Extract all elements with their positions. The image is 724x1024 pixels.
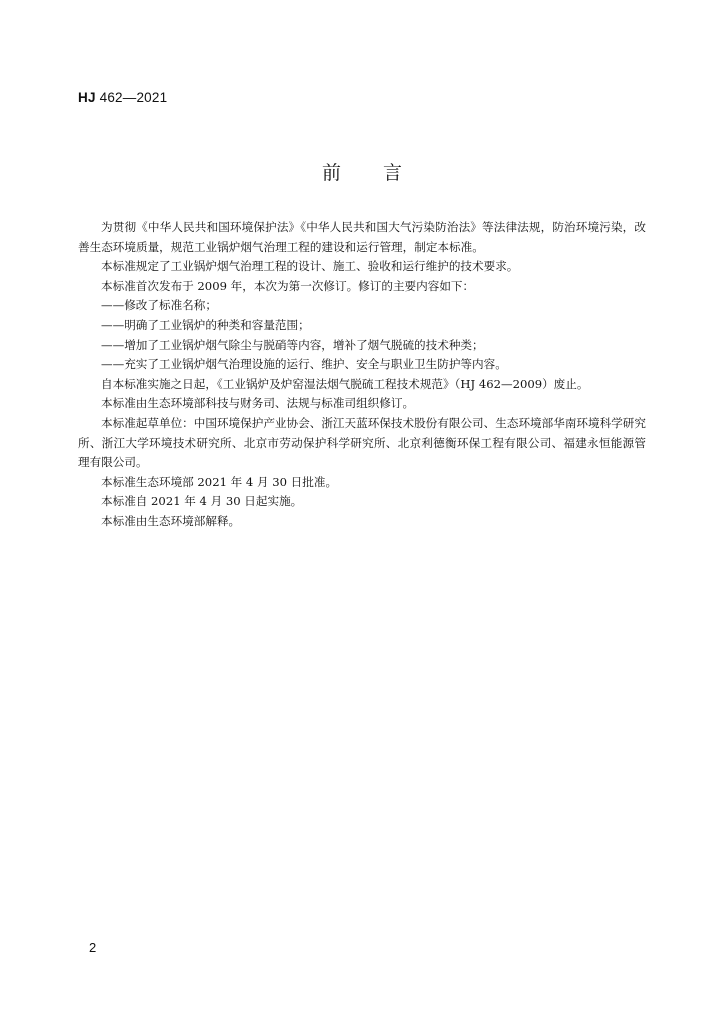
page-number: 2 (89, 940, 97, 955)
document-code-number: 462—2021 (95, 90, 168, 105)
revision-item: ——增加了工业锅炉烟气除尘与脱硝等内容，增补了烟气脱硫的技术种类； (101, 337, 484, 352)
paragraph-organizer: 本标准由生态环境部科技与财务司、法规与标准司组织修订。 (101, 396, 415, 411)
document-code (78, 90, 167, 105)
paragraph-purpose: 为贯彻《中华人民共和国环境保护法》《中华人民共和国大气污染防治法》等法律法规，防治环境污染，改善生态环境质量，规范工业锅炉烟气治理工程的建设和运行管理，制定本标准。 (78, 220, 646, 254)
foreword-body (78, 218, 646, 532)
revision-item: ——明确了工业锅炉的种类和容量范围； (101, 317, 310, 332)
paragraph-revision-history: 本标准首次发布于 2009 年，本次为第一次修订。修订的主要内容如下： (101, 278, 475, 293)
section-title: 前言 (321, 162, 444, 184)
paragraph-scope: 本标准规定了工业锅炉烟气治理工程的设计、施工、验收和运行维护的技术要求。 (101, 259, 519, 274)
paragraph-drafting-units: 本标准起草单位：中国环境保护产业协会、浙江天蓝环保技术股份有限公司、生态环境部华南环境科学研究所、浙江大学环境技术研究所、北京市劳动保护科学研究所、北京利德衡环保工程有限公司、福建永恒能源管理有限公司。 (78, 415, 646, 470)
paragraph-interpretation: 本标准由生态环境部解释。 (101, 513, 241, 528)
revision-item: ——充实了工业锅炉烟气治理设施的运行、维护、安全与职业卫生防护等内容。 (101, 357, 507, 372)
revision-item: ——修改了标准名称； (101, 298, 217, 313)
document-code-prefix: HJ (78, 90, 96, 105)
paragraph-supersedes: 自本标准实施之日起，《工业锅炉及炉窑湿法烟气脱硫工程技术规范》（HJ 462—2009）废止。 (101, 376, 589, 391)
paragraph-approval: 本标准生态环境部 2021 年 4 月 30 日批准。 (101, 474, 338, 489)
paragraph-effective-date: 本标准自 2021 年 4 月 30 日起实施。 (101, 494, 303, 509)
